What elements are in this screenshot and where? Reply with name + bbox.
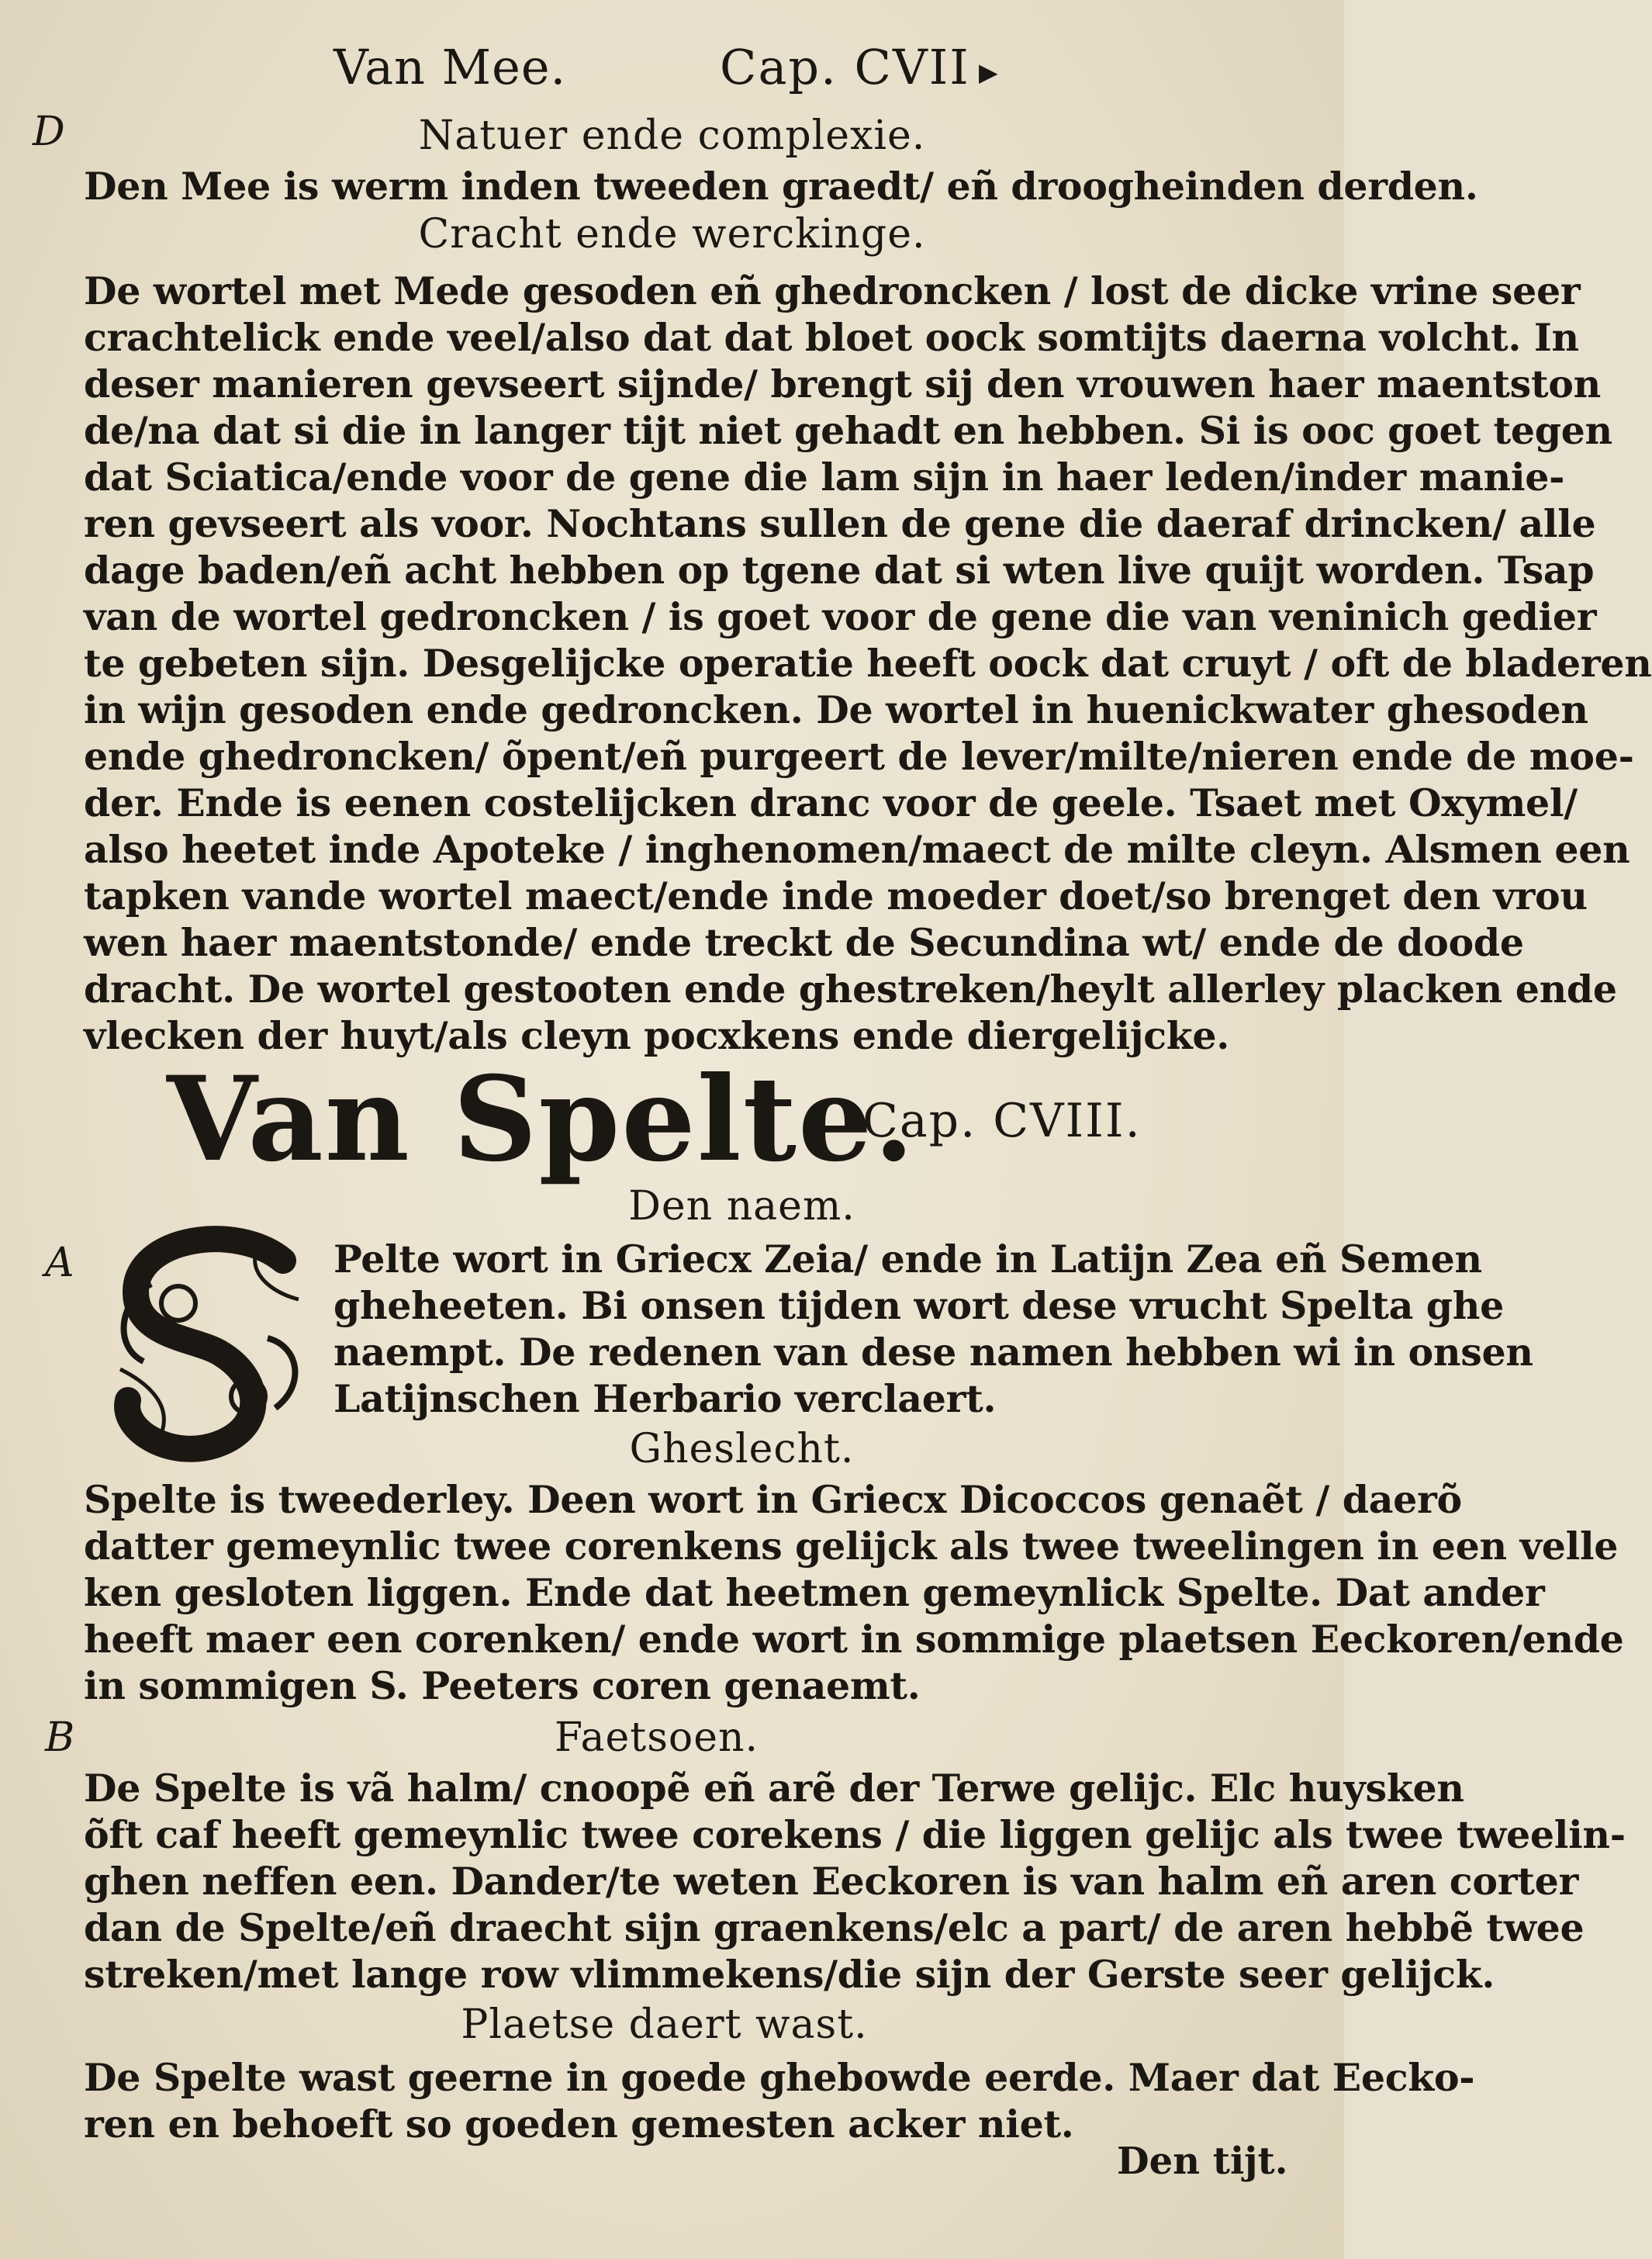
chapter-title: Van Spelte. <box>167 1051 916 1188</box>
text-line: crachtelick ende veel/also dat dat bloet oock somtijts daerna volcht. In <box>84 315 1579 360</box>
chapter-title-number: Cap. CVIII. <box>862 1094 1142 1148</box>
text-line: Spelte is tweederley. Deen wort in Griecx Dicoccos genaẽt / daerõ <box>84 1477 1462 1522</box>
paragraph-cracht <box>84 268 1652 1059</box>
text-line: in wijn gesoden ende gedroncken. De wortel in huenickwater ghesoden <box>84 687 1588 732</box>
text-line: õft caf heeft gemeynlic twee corekens / die liggen gelijc als twee tweelin- <box>84 1812 1626 1857</box>
text-line: Den Mee is werm inden tweeden graedt/ eñ droogheinden derden. <box>84 164 1478 209</box>
text-line: ende ghedroncken/ õpent/eñ purgeert de lever/milte/nieren ende de moe- <box>84 734 1634 779</box>
heading-plaetse: Plaetse daert wast. <box>461 2001 868 2048</box>
text-line: De Spelte is vã halm/ cnoopẽ eñ arẽ der Terwe gelijc. Elc huysken <box>84 1766 1464 1811</box>
text-line: dracht. De wortel gestooten ende ghestreken/heylt allerley placken ende <box>84 967 1617 1012</box>
margin-letter-b: B <box>45 1714 75 1761</box>
chapter-number: Cap. CVII <box>720 39 970 95</box>
text-line: De wortel met Mede gesoden eñ ghedroncken / lost de dicke vrine seer <box>84 268 1581 313</box>
heading-naem: Den naem. <box>628 1183 855 1230</box>
text-line: der. Ende is eenen costelijcken dranc voor de geele. Tsaet met Oxymel/ <box>84 780 1578 825</box>
text-line: De Spelte wast geerne in goede ghebowde eerde. Maer dat Eecko- <box>84 2055 1475 2100</box>
margin-letter-a: A <box>45 1240 74 1286</box>
paragraph-geslacht <box>84 1476 1624 1709</box>
text-line: streken/met lange row vlimmekens/die sijn der Gerste seer gelijck. <box>84 1952 1495 1997</box>
paragraph-natuer <box>84 163 1478 209</box>
text-line: dage baden/eñ acht hebben op tgene dat si wten live quijt worden. Tsap <box>84 548 1595 593</box>
page-header <box>0 31 1344 101</box>
text-line: ren en behoeft so goeden gemesten acker niet. <box>84 2102 1074 2147</box>
text-line: also heetet inde Apoteke / inghenomen/maect de milte cleyn. Alsmen een <box>84 827 1630 872</box>
text-line: te gebeten sijn. Desgelijcke operatie heeft oock dat cruyt / oft de bladeren <box>84 641 1652 686</box>
text-line: datter gemeynlic twee corenkens gelijck als twee tweelingen in een velle <box>84 1524 1619 1569</box>
margin-letter-d: D <box>33 109 65 155</box>
text-line: gheheeten. Bi onsen tijden wort dese vrucht Spelta ghe <box>334 1283 1504 1328</box>
text-line: tapken vande wortel maect/ende inde moeder doet/so brenget den vrou <box>84 874 1588 918</box>
paragraph-faetsoen <box>84 1765 1626 1998</box>
text-line: heeft maer een corenken/ ende wort in sommige plaetsen Eeckoren/ende <box>84 1617 1624 1662</box>
heading-faetsoen: Faetsoen. <box>554 1714 759 1761</box>
text-line: wen haer maentstonde/ ende treckt de Secundina wt/ ende de doode <box>84 920 1524 965</box>
text-line: vlecken der huyt/als cleyn pocxkens ende diergelijcke. <box>84 1013 1230 1058</box>
text-line: in sommigen S. Peeters coren genaemt. <box>84 1663 921 1708</box>
heading-natuer: Natuer ende complexie. <box>418 112 926 159</box>
text-line: van de wortel gedroncken / is goet voor de gene die van veninich gedier <box>84 594 1597 639</box>
paragraph-naem <box>334 1236 1533 1422</box>
text-line: dan de Spelte/eñ draecht sijn graenkens/elc a part/ de aren hebbẽ twee <box>84 1905 1585 1950</box>
running-head: Van Mee. <box>334 39 567 95</box>
text-line: de/na dat si die in langer tijt niet gehadt en hebben. Si is ooc goet tegen <box>84 408 1612 453</box>
text-line: ken gesloten liggen. Ende dat heetmen gemeynlick Spelte. Dat ander <box>84 1570 1545 1615</box>
text-line: Pelte wort in Griecx Zeia/ ende in Latijn Zea eñ Semen <box>334 1237 1482 1282</box>
heading-cracht: Cracht ende werckinge. <box>418 211 926 258</box>
text-line: ren gevseert als voor. Nochtans sullen de gene die daeraf drincken/ alle <box>84 501 1596 546</box>
arrow-icon: ▶ <box>979 57 998 87</box>
heading-geslacht: Gheslecht. <box>629 1426 855 1472</box>
paragraph-plaetse <box>84 2054 1475 2147</box>
text-line: ghen neffen een. Dander/te weten Eeckoren is van halm eñ aren corter <box>84 1859 1578 1904</box>
text-line: dat Sciatica/ende voor de gene die lam sijn in haer leden/inder manie- <box>84 455 1565 500</box>
text-line: Latijnschen Herbario verclaert. <box>334 1376 997 1421</box>
text-line: deser manieren gevseert sijnde/ brengt sij den vrouwen haer maentston <box>84 362 1601 406</box>
catchword: Den tijt. <box>1117 2140 1288 2183</box>
text-line: naempt. De redenen van dese namen hebben wi in onsen <box>334 1330 1533 1375</box>
